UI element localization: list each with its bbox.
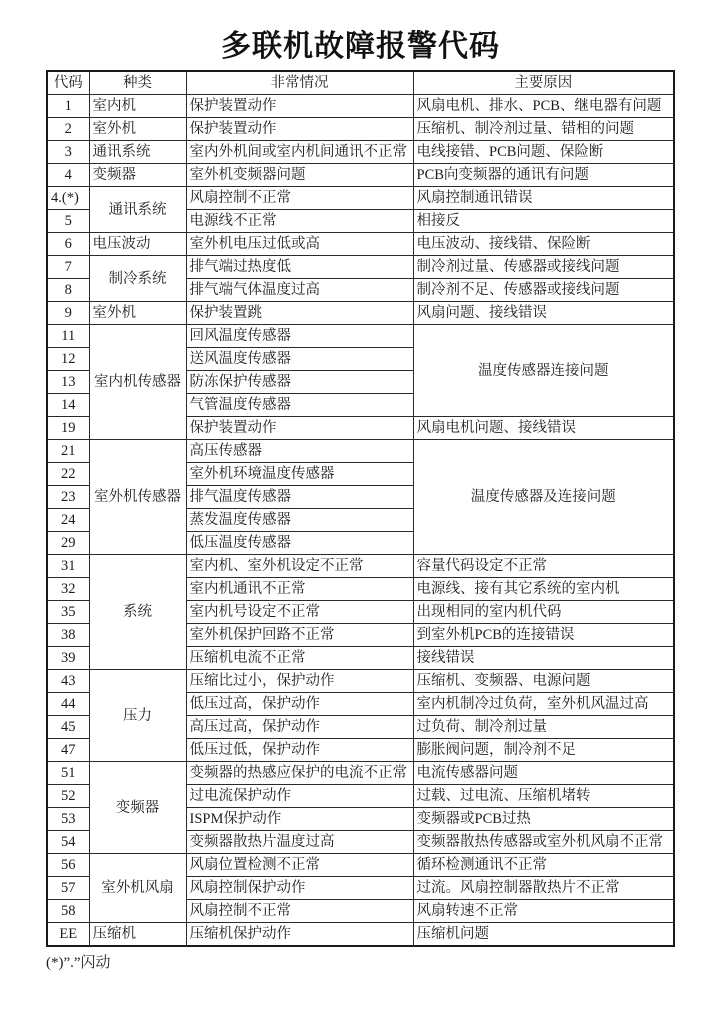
situation-cell: 室外机环境温度传感器 <box>186 463 413 486</box>
reason-cell: 压缩机问题 <box>413 923 674 947</box>
situation-cell: 室内机通讯不正常 <box>186 578 413 601</box>
kind-cell: 室外机风扇 <box>89 854 186 923</box>
reason-cell: 风扇转速不正常 <box>413 900 674 923</box>
kind-cell: 室内机 <box>89 95 186 118</box>
situation-cell: ISPM保护动作 <box>186 808 413 831</box>
kind-cell: 变频器 <box>89 164 186 187</box>
table-row <box>47 670 674 693</box>
situation-cell: 气管温度传感器 <box>186 394 413 417</box>
table-row <box>47 325 674 348</box>
situation-cell: 变频器散热片温度过高 <box>186 831 413 854</box>
reason-cell: PCB向变频器的通讯有问题 <box>413 164 674 187</box>
code-cell: 32 <box>47 578 89 601</box>
reason-cell: 变频器散热传感器或室外机风扇不正常 <box>413 831 674 854</box>
code-cell: 56 <box>47 854 89 877</box>
header-reason: 主要原因 <box>413 71 674 95</box>
situation-cell: 低压过低，保护动作 <box>186 739 413 762</box>
table-row <box>47 440 674 463</box>
reason-cell: 风扇电机、排水、PCB、继电器有问题 <box>413 95 674 118</box>
code-cell: 23 <box>47 486 89 509</box>
code-cell: 8 <box>47 279 89 302</box>
code-cell: 24 <box>47 509 89 532</box>
situation-cell: 排气端气体温度过高 <box>186 279 413 302</box>
reason-cell: 过负荷、制冷剂过量 <box>413 716 674 739</box>
code-cell: 22 <box>47 463 89 486</box>
code-cell: 4 <box>47 164 89 187</box>
code-cell: 54 <box>47 831 89 854</box>
table-row <box>47 95 674 118</box>
code-cell: 12 <box>47 348 89 371</box>
reason-cell: 出现相同的室内机代码 <box>413 601 674 624</box>
situation-cell: 排气温度传感器 <box>186 486 413 509</box>
page-title: 多联机故障报警代码 <box>221 30 500 63</box>
kind-cell: 室内机传感器 <box>89 325 186 440</box>
table-row <box>47 555 674 578</box>
situation-cell: 送风温度传感器 <box>186 348 413 371</box>
kind-cell: 通讯系统 <box>89 187 186 233</box>
code-cell: 43 <box>47 670 89 693</box>
situation-cell: 蒸发温度传感器 <box>186 509 413 532</box>
situation-cell: 风扇控制不正常 <box>186 900 413 923</box>
code-cell: 29 <box>47 532 89 555</box>
code-cell: 14 <box>47 394 89 417</box>
kind-cell: 制冷系统 <box>89 256 186 302</box>
reason-cell: 膨胀阀问题，制冷剂不足 <box>413 739 674 762</box>
kind-cell: 系统 <box>89 555 186 670</box>
code-cell: 21 <box>47 440 89 463</box>
header-code: 代码 <box>47 71 89 95</box>
situation-cell: 防冻保护传感器 <box>186 371 413 394</box>
reason-cell: 电流传感器问题 <box>413 762 674 785</box>
code-cell: 53 <box>47 808 89 831</box>
kind-cell: 压缩机 <box>89 923 186 947</box>
situation-cell: 保护装置动作 <box>186 118 413 141</box>
situation-cell: 室内机号设定不正常 <box>186 601 413 624</box>
code-cell: 13 <box>47 371 89 394</box>
code-cell: 7 <box>47 256 89 279</box>
situation-cell: 高压传感器 <box>186 440 413 463</box>
situation-cell: 压缩比过小，保护动作 <box>186 670 413 693</box>
code-cell: 31 <box>47 555 89 578</box>
reason-cell: 接线错误 <box>413 647 674 670</box>
reason-cell: 温度传感器连接问题 <box>413 325 674 417</box>
code-cell: EE <box>47 923 89 947</box>
code-cell: 58 <box>47 900 89 923</box>
situation-cell: 回风温度传感器 <box>186 325 413 348</box>
reason-cell: 电压波动、接线错、保险断 <box>413 233 674 256</box>
situation-cell: 保护装置跳 <box>186 302 413 325</box>
situation-cell: 室外机变频器问题 <box>186 164 413 187</box>
code-cell: 5 <box>47 210 89 233</box>
reason-cell: 容量代码设定不正常 <box>413 555 674 578</box>
reason-cell: 电线接错、PCB问题、保险断 <box>413 141 674 164</box>
situation-cell: 室外机电压过低或高 <box>186 233 413 256</box>
code-cell: 39 <box>47 647 89 670</box>
situation-cell: 低压过高，保护动作 <box>186 693 413 716</box>
reason-cell: 相接反 <box>413 210 674 233</box>
reason-cell: 过流。风扇控制器散热片不正常 <box>413 877 674 900</box>
reason-cell: 风扇问题、接线错误 <box>413 302 674 325</box>
kind-cell: 通讯系统 <box>89 141 186 164</box>
code-cell: 11 <box>47 325 89 348</box>
reason-cell: 风扇电机问题、接线错误 <box>413 417 674 440</box>
code-cell: 38 <box>47 624 89 647</box>
table-row <box>47 923 674 947</box>
table-row <box>47 141 674 164</box>
table-header-row <box>47 71 674 95</box>
kind-cell: 变频器 <box>89 762 186 854</box>
reason-cell: 电源线、接有其它系统的室内机 <box>413 578 674 601</box>
situation-cell: 高压过高，保护动作 <box>186 716 413 739</box>
reason-cell: 过载、过电流、压缩机堵转 <box>413 785 674 808</box>
code-cell: 6 <box>47 233 89 256</box>
table-row <box>47 164 674 187</box>
situation-cell: 风扇控制不正常 <box>186 187 413 210</box>
situation-cell: 压缩机保护动作 <box>186 923 413 947</box>
code-cell: 57 <box>47 877 89 900</box>
code-cell: 9 <box>47 302 89 325</box>
reason-cell: 风扇控制通讯错误 <box>413 187 674 210</box>
reason-cell: 压缩机、制冷剂过量、错相的问题 <box>413 118 674 141</box>
code-cell: 19 <box>47 417 89 440</box>
situation-cell: 压缩机电流不正常 <box>186 647 413 670</box>
header-kind: 种类 <box>89 71 186 95</box>
code-cell: 51 <box>47 762 89 785</box>
reason-cell: 压缩机、变频器、电源问题 <box>413 670 674 693</box>
code-cell: 35 <box>47 601 89 624</box>
situation-cell: 低压温度传感器 <box>186 532 413 555</box>
situation-cell: 风扇位置检测不正常 <box>186 854 413 877</box>
kind-cell: 室外机 <box>89 302 186 325</box>
situation-cell: 保护装置动作 <box>186 417 413 440</box>
table-row <box>47 302 674 325</box>
situation-cell: 保护装置动作 <box>186 95 413 118</box>
kind-cell: 室外机传感器 <box>89 440 186 555</box>
code-cell: 44 <box>47 693 89 716</box>
code-cell: 47 <box>47 739 89 762</box>
reason-cell: 制冷剂不足、传感器或接线问题 <box>413 279 674 302</box>
footnote: (*)”.”闪动 <box>46 955 111 971</box>
reason-cell: 变频器或PCB过热 <box>413 808 674 831</box>
table-row <box>47 854 674 877</box>
situation-cell: 排气端过热度低 <box>186 256 413 279</box>
table-row <box>47 233 674 256</box>
reason-cell: 制冷剂过量、传感器或接线问题 <box>413 256 674 279</box>
situation-cell: 风扇控制保护动作 <box>186 877 413 900</box>
table-row <box>47 256 674 279</box>
kind-cell: 压力 <box>89 670 186 762</box>
code-cell: 45 <box>47 716 89 739</box>
code-cell: 1 <box>47 95 89 118</box>
code-cell: 2 <box>47 118 89 141</box>
reason-cell: 室内机制冷过负荷，室外机风温过高 <box>413 693 674 716</box>
kind-cell: 室外机 <box>89 118 186 141</box>
code-cell: 3 <box>47 141 89 164</box>
situation-cell: 过电流保护动作 <box>186 785 413 808</box>
table-row <box>47 762 674 785</box>
code-cell: 52 <box>47 785 89 808</box>
table-row <box>47 118 674 141</box>
header-situation: 非常情况 <box>186 71 413 95</box>
situation-cell: 电源线不正常 <box>186 210 413 233</box>
situation-cell: 变频器的热感应保护的电流不正常 <box>186 762 413 785</box>
reason-cell: 到室外机PCB的连接错误 <box>413 624 674 647</box>
situation-cell: 室内机、室外机设定不正常 <box>186 555 413 578</box>
code-cell: 4.(*) <box>47 187 89 210</box>
situation-cell: 室内外机间或室内机间通讯不正常 <box>186 141 413 164</box>
table-row <box>47 187 674 210</box>
reason-cell: 温度传感器及连接问题 <box>413 440 674 555</box>
kind-cell: 电压波动 <box>89 233 186 256</box>
situation-cell: 室外机保护回路不正常 <box>186 624 413 647</box>
fault-code-table <box>46 70 675 947</box>
reason-cell: 循环检测通讯不正常 <box>413 854 674 877</box>
